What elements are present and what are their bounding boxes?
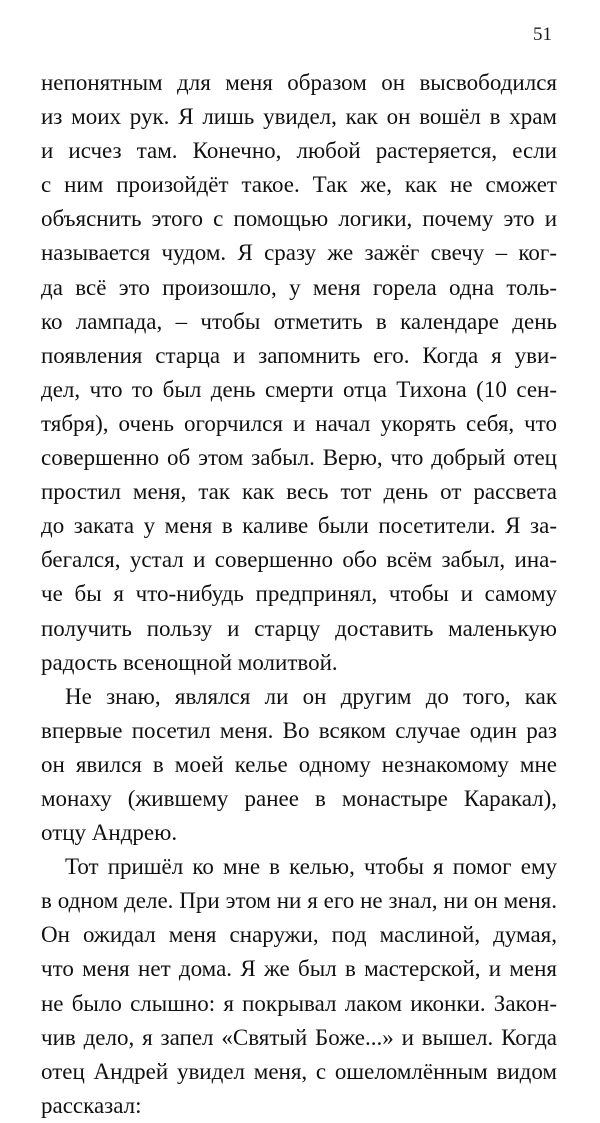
text-line: Не знаю, являлся ли он другим до того, как [65, 683, 557, 709]
text-line: че бы я что-нибудь предпринял, чтобы и самому [41, 581, 557, 607]
paragraph-2 [41, 680, 557, 850]
text-line: Тот пришёл ко мне в келью, чтобы я помог ему [65, 854, 557, 880]
page-number: 51 [533, 24, 552, 45]
text-line: и исчез там. Конечно, любой растеряется, если [41, 138, 557, 164]
text-line: Он ожидал меня снаружи, под маслиной, думая, [41, 922, 557, 948]
text-line: с ним произойдёт такое. Так же, как не сможет [41, 172, 557, 198]
text-line: да всё это произошло, у меня горела одна толь- [41, 274, 557, 300]
text-line: монаху (жившему ранее в монастыре Каракал), [41, 785, 557, 811]
text-line: впервые посетил меня. Во всяком случае один раз [41, 717, 557, 743]
text-line: в одном деле. При этом ни я его не знал, ни он меня. [41, 888, 557, 914]
text-line: отцу Андрею. [41, 820, 178, 846]
paragraph-1 [41, 66, 557, 680]
text-line: не было слышно: я покрывал лаком иконки. Закон- [41, 990, 557, 1016]
text-line: отец Андрей увидел меня, с ошеломлённым видом [41, 1058, 557, 1084]
text-line: радость всенощной молитвой. [41, 649, 338, 675]
text-line: тября), очень огорчился и начал укорять себя, что [41, 410, 557, 436]
text-line: дел, что то был день смерти отца Тихона (10 сен- [41, 376, 557, 402]
text-line: получить пользу и старцу доставить маленькую [41, 615, 557, 641]
text-line: рассказал: [41, 1092, 142, 1118]
text-line: ко лампада, – чтобы отметить в календаре день [41, 308, 557, 334]
text-line: чив дело, я запел «Святый Боже...» и вышел. Когда [41, 1024, 557, 1050]
text-line: простил меня, так как весь тот день от рассвета [41, 479, 557, 505]
text-line: он явился в моей келье одному незнакомому мне [41, 751, 557, 777]
text-line: называется чудом. Я сразу же зажёг свечу – ког- [41, 240, 557, 266]
paragraph-3 [41, 850, 557, 1123]
body-text [41, 66, 557, 1123]
text-line: бегался, устал и совершенно обо всём забыл, ина- [41, 547, 557, 573]
text-line: совершенно об этом забыл. Верю, что добрый отец [41, 445, 557, 471]
text-line: из моих рук. Я лишь увидел, как он вошёл в храм [41, 104, 557, 130]
text-line: появления старца и запомнить его. Когда я уви- [41, 342, 557, 368]
text-line: до заката у меня в каливе были посетители. Я за- [41, 513, 557, 539]
text-line: непонятным для меня образом он высвободился [41, 70, 557, 95]
text-line: что меня нет дома. Я же был в мастерской, и меня [41, 956, 557, 982]
text-line: объяснить этого с помощью логики, почему это и [41, 206, 557, 232]
